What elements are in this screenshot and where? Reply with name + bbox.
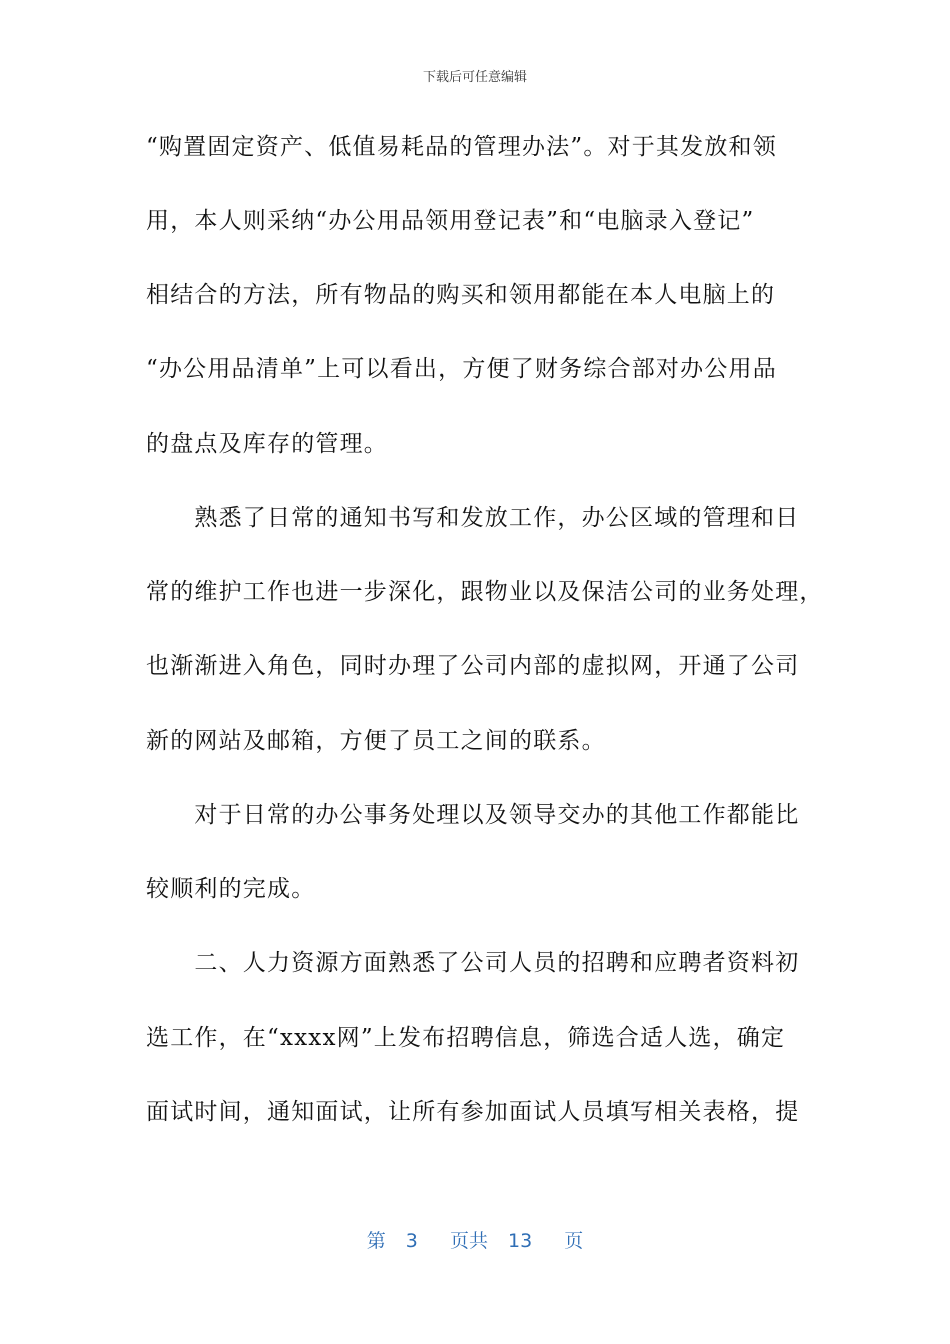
page-label-mid: 页共 [449,1230,488,1252]
text-line: 相结合的方法，所有物品的购买和领用都能在本人电脑上的 [146,282,776,308]
text-line: 常的维护工作也进一步深化，跟物业以及保洁公司的业务处理， [146,579,824,605]
total-pages-number: 13 [508,1230,533,1252]
page-header-note: 下载后可任意编辑 [422,70,527,85]
text-line: 熟悉了日常的通知书写和发放工作，办公区域的管理和日 [146,505,800,531]
text-line: 对于日常的办公事务处理以及领导交办的其他工作都能比 [146,802,800,828]
page-label-prefix: 第 [366,1230,386,1252]
text-line: 较顺利的完成。 [146,876,316,902]
text-line: 面试时间，通知面试，让所有参加面试人员填写相关表格，提 [146,1099,800,1125]
text-line: 新的网站及邮箱，方便了员工之间的联系。 [146,728,606,754]
text-line: 二、人力资源方面熟悉了公司人员的招聘和应聘者资料初 [146,950,800,976]
current-page-number: 3 [405,1230,418,1252]
text-line: “购置固定资产、低值易耗品的管理办法”。对于其发放和领 [146,134,777,160]
page-number-footer [0,1226,950,1253]
text-line: 用，本人则采纳“办公用品领用登记表”和“电脑录入登记” [146,208,755,234]
text-line: 也渐渐进入角色，同时办理了公司内部的虚拟网，开通了公司 [146,653,800,679]
text-line: 选工作，在“xxxx网”上发布招聘信息，筛选合适人选，确定 [146,1025,786,1051]
text-line: “办公用品清单”上可以看出，方便了财务综合部对办公用品 [146,356,777,382]
page-label-suffix: 页 [564,1230,584,1252]
text-line: 的盘点及库存的管理。 [146,431,388,457]
